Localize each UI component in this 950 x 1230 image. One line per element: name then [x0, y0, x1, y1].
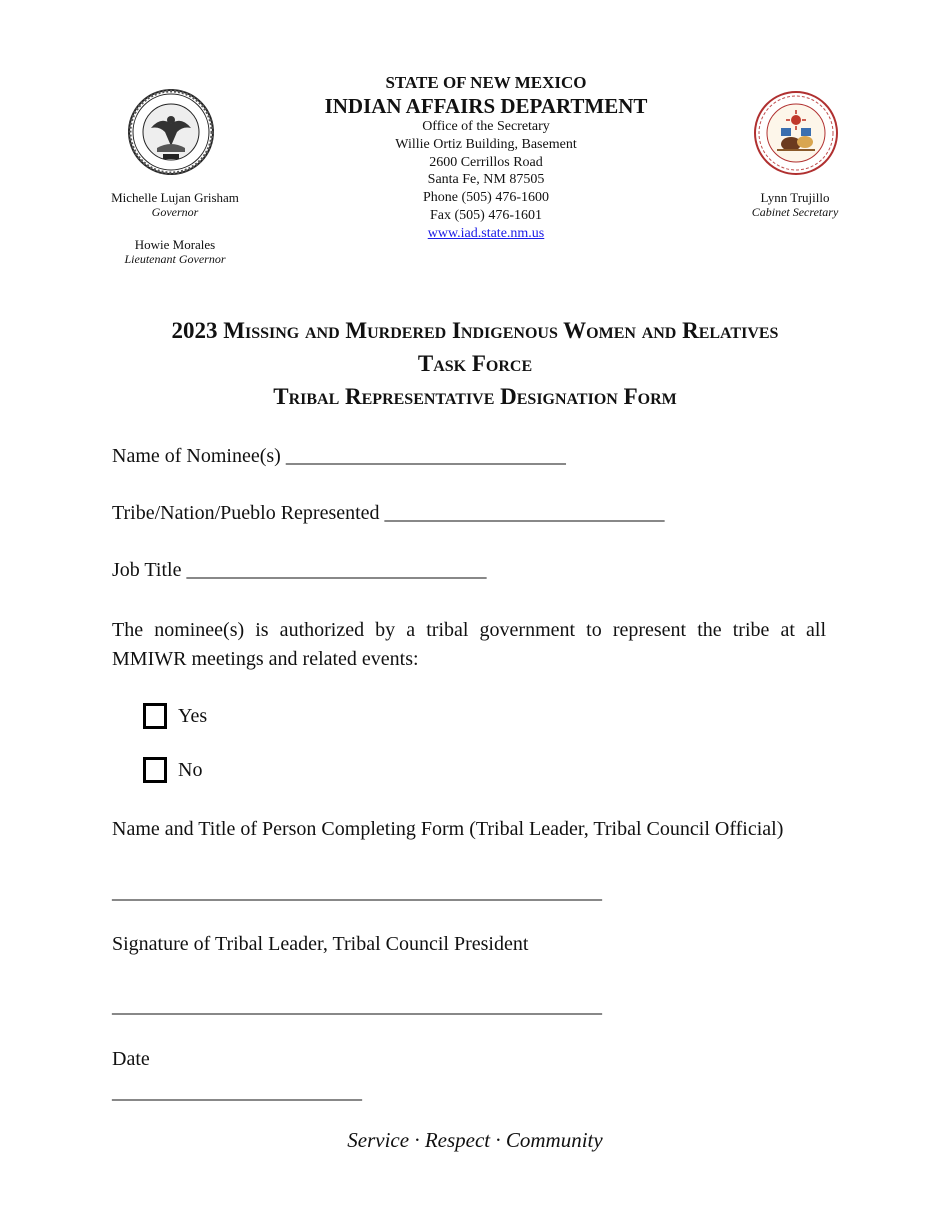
secretary-title: Cabinet Secretary — [751, 205, 839, 219]
office-line: Office of the Secretary — [422, 119, 550, 134]
nominee-field[interactable]: Name of Nominee(s) ____________________________ — [112, 445, 566, 467]
lt-governor-title: Lieutenant Governor — [124, 252, 226, 266]
signature-label: Signature of Tribal Leader, Tribal Council President — [112, 933, 529, 955]
letterhead — [275, 72, 697, 243]
no-checkbox[interactable] — [143, 757, 167, 783]
completer-label: Name and Title of Person Completing Form (Tribal Leader, Tribal Council Official) — [112, 818, 784, 840]
lt-governor-name: Howie Morales — [134, 237, 216, 252]
state-seal-logo — [127, 88, 215, 176]
yes-checkbox[interactable] — [143, 703, 167, 729]
tribe-field[interactable]: Tribe/Nation/Pueblo Represented ____________________________ — [112, 502, 665, 524]
form-title — [80, 314, 870, 413]
completer-line[interactable]: _________________________________________________ — [112, 881, 602, 903]
secretary-name: Lynn Trujillo — [760, 190, 830, 205]
no-option[interactable] — [143, 757, 202, 783]
governor-title: Governor — [151, 205, 199, 219]
form-title-line-3: Tribal Representative Designation Form — [273, 384, 677, 409]
job-title-field[interactable]: Job Title ______________________________ — [112, 559, 487, 581]
authorization-statement: The nominee(s) is authorized by a tribal government to represent the tribe at all MMIWR meetings and related events: — [112, 619, 826, 670]
footer-motto: Service · Respect · Community — [347, 1128, 603, 1152]
yes-label: Yes — [178, 705, 208, 727]
secretary-block — [735, 190, 855, 220]
governor-name: Michelle Lujan Grisham — [111, 190, 239, 205]
city-line: Santa Fe, NM 87505 — [427, 172, 545, 188]
fax-line: Fax (505) 476-1601 — [430, 207, 542, 223]
yes-option[interactable] — [143, 703, 207, 729]
phone-line: Phone (505) 476-1600 — [423, 190, 549, 206]
governor-block — [90, 190, 260, 267]
signature-line[interactable]: _________________________________________________ — [112, 995, 602, 1017]
building-line: Willie Ortiz Building, Basement — [395, 136, 577, 152]
department-name: INDIAN AFFAIRS DEPARTMENT — [324, 94, 648, 118]
state-name: STATE OF NEW MEXICO — [385, 73, 587, 92]
form-title-line-1: 2023 Missing and Murdered Indigenous Women and Relatives — [171, 318, 779, 343]
department-seal-logo — [753, 90, 839, 176]
form-title-line-2: Task Force — [417, 351, 533, 376]
date-line[interactable]: _________________________ — [112, 1081, 362, 1103]
date-label: Date — [112, 1048, 150, 1070]
no-label: No — [178, 759, 203, 781]
website-link[interactable]: www.iad.state.nm.us — [427, 225, 545, 241]
street-line: 2600 Cerrillos Road — [429, 154, 543, 170]
